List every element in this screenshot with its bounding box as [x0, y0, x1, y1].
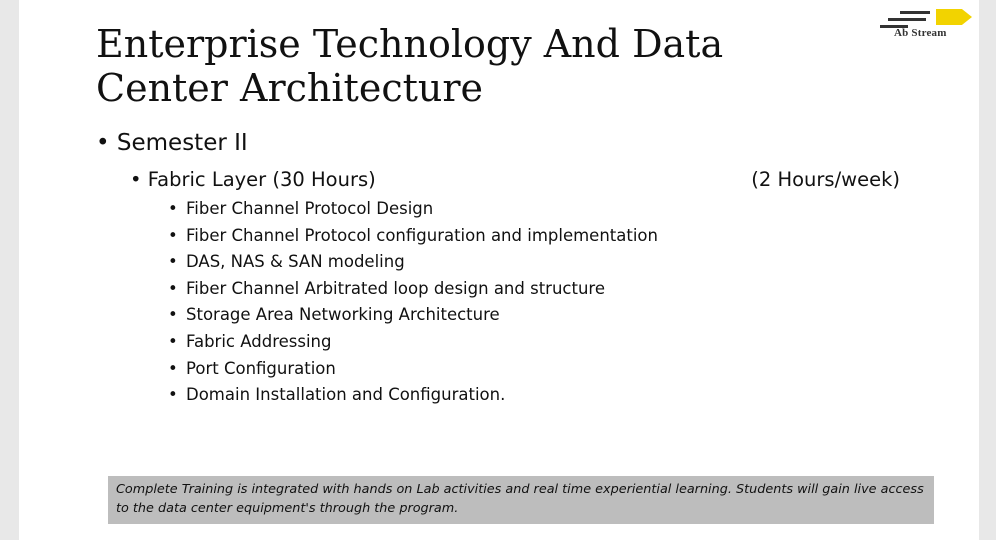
topic-label: Port Configuration — [186, 358, 336, 378]
list-item — [168, 223, 658, 250]
slide-title: Enterprise Technology And Data Center Architecture — [96, 22, 724, 110]
list-item — [168, 196, 658, 223]
list-item — [168, 276, 658, 303]
topic-list — [168, 196, 658, 409]
bullet-icon: • — [168, 358, 178, 378]
topic-label: DAS, NAS & SAN modeling — [186, 252, 405, 272]
topic-label: Domain Installation and Configuration. — [186, 385, 506, 405]
bullet-icon: • — [168, 199, 178, 218]
logo-line-1 — [900, 11, 930, 14]
list-item — [168, 329, 658, 356]
bullet-icon: • — [168, 331, 178, 351]
topic-label: Storage Area Networking Architecture — [186, 305, 500, 325]
ab-stream-logo — [880, 6, 976, 46]
logo-line-2 — [888, 18, 926, 21]
module-label: Fabric Layer (30 Hours) — [147, 168, 376, 191]
list-item — [168, 249, 658, 276]
topic-label: Fabric Addressing — [186, 331, 332, 351]
bullet-icon: • — [168, 252, 178, 272]
topic-label: Fiber Channel Protocol Design — [186, 199, 434, 218]
bullet-icon: • — [130, 168, 142, 191]
list-item — [168, 356, 658, 383]
semester-label: Semester II — [116, 130, 248, 156]
logo-arrow-icon — [936, 9, 972, 25]
bullet-icon: • — [168, 385, 178, 405]
list-item — [168, 302, 658, 329]
topic-label: Fiber Channel Arbitrated loop design and structure — [186, 278, 605, 298]
bullet-icon: • — [168, 225, 178, 245]
logo-text: Ab Stream — [894, 27, 947, 39]
bullet-icon: • — [168, 305, 178, 325]
bullet-icon: • — [168, 278, 178, 298]
module-bullet-item — [130, 168, 900, 191]
topic-label: Fiber Channel Protocol configuration and implementation — [186, 225, 658, 245]
training-note-box: Complete Training is integrated with hands on Lab activities and real time experiential learning. Students will gain live access to the data center equipment's through the program. — [108, 476, 934, 524]
list-item — [168, 382, 658, 409]
semester-bullet-item — [96, 130, 248, 156]
hours-per-week: (2 Hours/week) — [751, 168, 900, 191]
bullet-icon: • — [96, 130, 110, 156]
